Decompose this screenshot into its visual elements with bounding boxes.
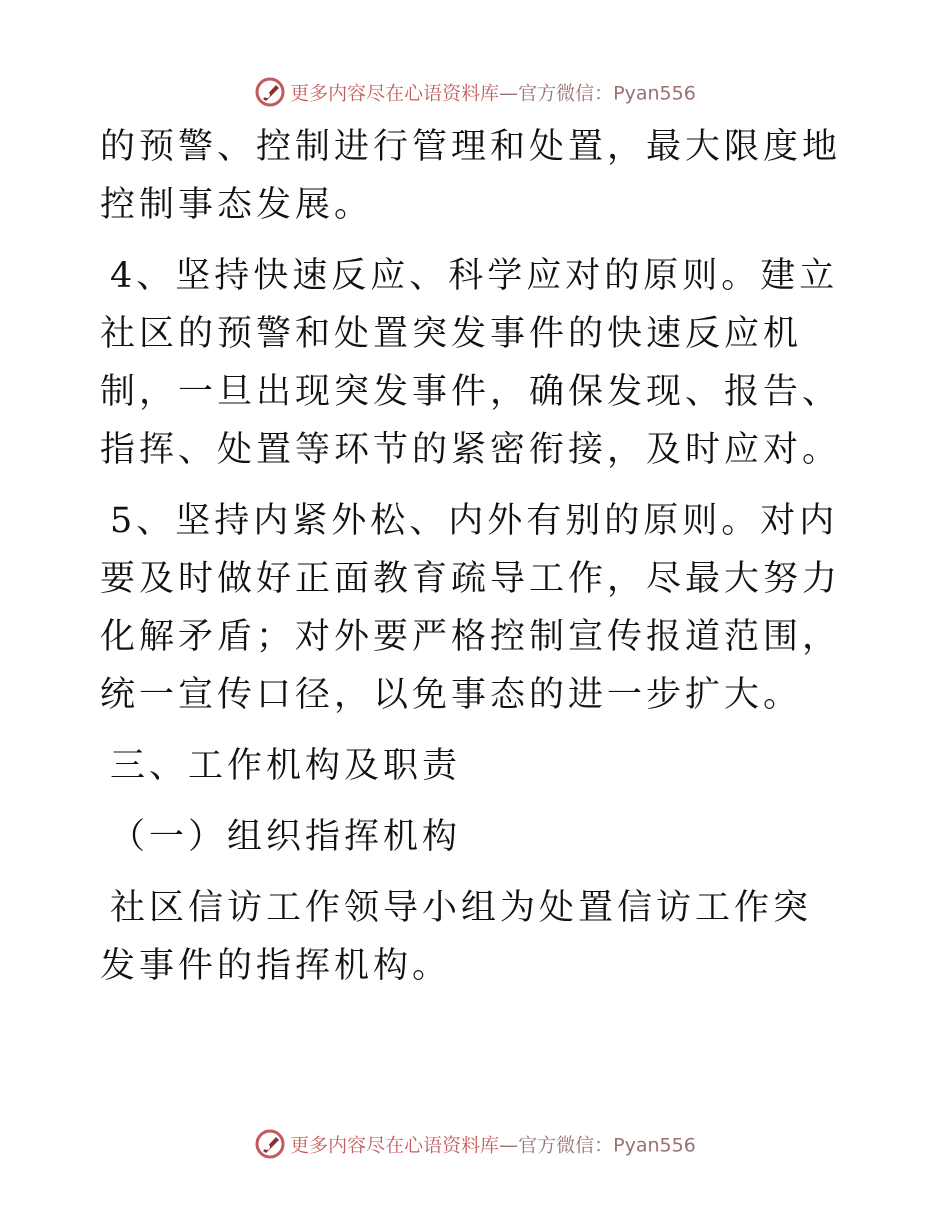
banner-separator: — bbox=[499, 82, 519, 105]
banner-wechat-text: 官方微信：Pyan556 bbox=[518, 82, 696, 105]
page-footer-banner bbox=[0, 1128, 950, 1160]
banner-wechat-text: 官方微信：Pyan556 bbox=[518, 1134, 696, 1157]
section-heading: 三、工作机构及职责 bbox=[110, 746, 462, 786]
paragraph-principle-4: 4、坚持快速反应、科学应对的原则。建立社区的预警和处置突发事件的快速反应机制，一旦出现突发事件，确保发现、报告、指挥、处置等环节的紧密衔接，及时应对。 bbox=[100, 256, 842, 470]
banner-main-text: 更多内容尽在心语资料库 bbox=[290, 1134, 500, 1157]
paragraph-continuation: 的预警、控制进行管理和处置，最大限度地控制事态发展。 bbox=[100, 127, 842, 225]
paragraph-command-body: 社区信访工作领导小组为处置信访工作突发事件的指挥机构。 bbox=[100, 888, 813, 986]
paragraph-principle-5: 5、坚持内紧外松、内外有别的原则。对内要及时做好正面教育疏导工作，尽最大努力化解矛盾；对外要严格控制宣传报道范围，统一宣传口径，以免事态的进一步扩大。 bbox=[100, 501, 842, 715]
page-header-banner bbox=[0, 76, 950, 108]
logo-icon bbox=[254, 76, 286, 108]
document-body bbox=[100, 118, 850, 995]
banner-main-text: 更多内容尽在心语资料库 bbox=[290, 82, 500, 105]
subsection-heading: （一）组织指挥机构 bbox=[110, 817, 462, 857]
banner-separator: — bbox=[499, 1134, 519, 1157]
logo-icon bbox=[254, 1128, 286, 1160]
